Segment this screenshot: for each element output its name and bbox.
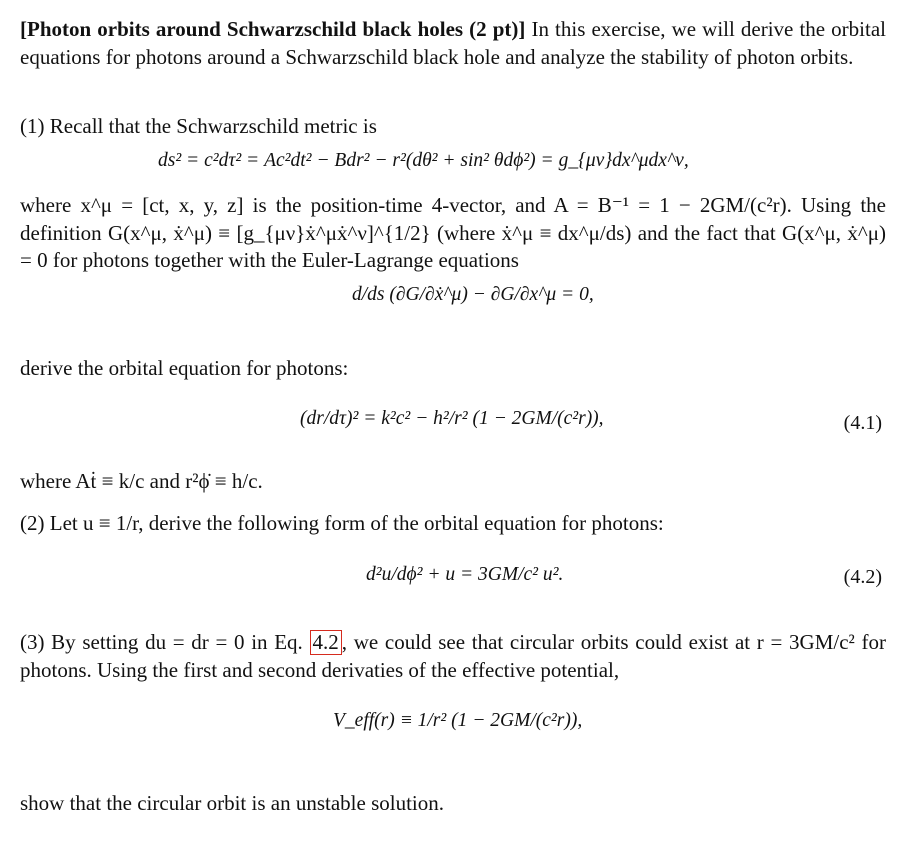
intro-paragraph	[20, 16, 886, 71]
metric-equation-text: ds² = c²dτ² = Ac²dt² − Bdr² − r²(dθ² + sin² θdϕ²) = g_{μν}dx^μdx^ν,	[158, 150, 689, 171]
el-equation-text: d/ds (∂G/∂ẋ^μ) − ∂G/∂x^μ = 0,	[352, 284, 594, 305]
metric-equation	[0, 150, 910, 180]
exercise-title: [Photon orbits around Schwarzschild black holes (2 pt)]	[20, 17, 526, 41]
part2-lead: (2) Let u ≡ 1/r, derive the following form of the orbital equation for photons:	[20, 511, 664, 535]
part3-text-after-ref: , we could see that circular orbits could exist at r = 3GM/c² for photons. Using the first and second derivaties of the effective potential,	[20, 630, 886, 682]
part1-where-text: where x^μ = [ct, x, y, z] is the position-time 4-vector, and A = B⁻¹ = 1 − 2GM/(c²r). Using the definition G(x^μ, ẋ^μ) ≡ [g_{μν}ẋ^μẋ^ν]^{1/2} (where ẋ^μ ≡ dx^μ/ds) and the fact that G(x^μ, ẋ^μ) = 0 for photons together with the Euler-Lagrange equations	[20, 193, 886, 272]
veff-equation-text: V_eff(r) ≡ 1/r² (1 − 2GM/(c²r)),	[333, 710, 583, 731]
part3-paragraph	[20, 629, 886, 684]
part3-final: show that the circular orbit is an unstable solution.	[20, 791, 444, 815]
exercise-intro: In this exercise, we will derive the orbital equations for photons around a Schwarzschild black hole and analyze the stability of photon orbits.	[20, 17, 887, 69]
orbital-equation-text: (dr/dτ)² = k²c² − h²/r² (1 − 2GM/(c²r)),	[300, 408, 604, 429]
euler-lagrange-equation	[0, 282, 910, 342]
orbital-equation-4-2	[0, 552, 910, 612]
orbital-equation-4-1	[0, 402, 910, 462]
equation-ref-link[interactable]: 4.2	[310, 630, 342, 655]
equation-label-4-1: (4.1)	[843, 412, 882, 434]
u-equation-text: d²u/dϕ² + u = 3GM/c² u².	[366, 564, 564, 585]
part1-constants-text: where Aṫ ≡ k/c and r²ϕ̇ ≡ h/c.	[20, 469, 263, 493]
part1-derive-text: derive the orbital equation for photons:	[20, 356, 349, 380]
part3-text-before-ref: (3) By setting du = dr = 0 in Eq.	[20, 630, 303, 654]
effective-potential-equation	[0, 704, 910, 764]
equation-label-4-2: (4.2)	[843, 566, 882, 588]
part1-lead: (1) Recall that the Schwarzschild metric is	[20, 114, 377, 138]
